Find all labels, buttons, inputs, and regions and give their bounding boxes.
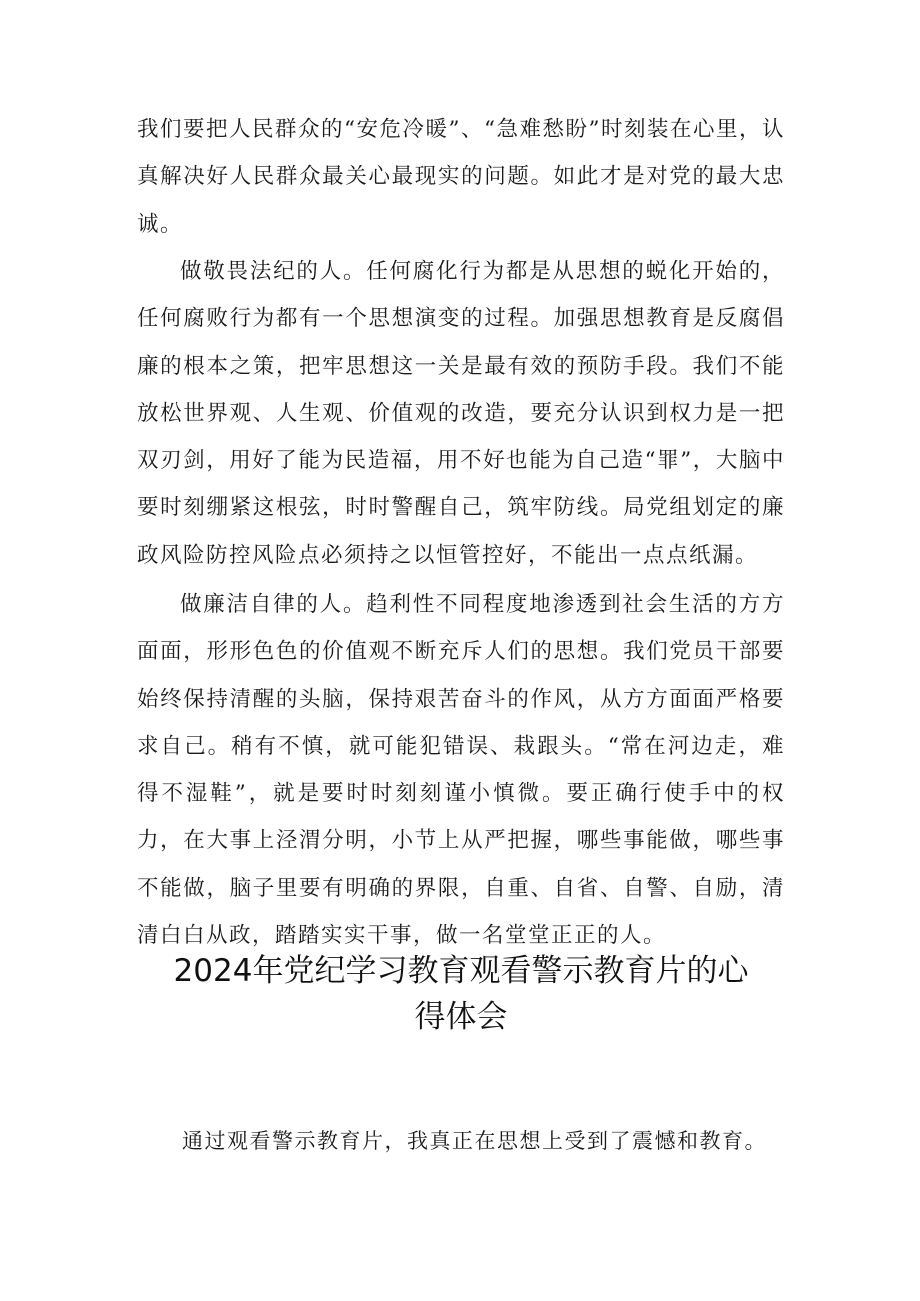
section-title [137,948,785,1040]
section-title-line1: 2024年党纪学习教育观看警示教育片的心 [173,953,749,989]
paragraph-respect-law: 做敬畏法纪的人。任何腐化行为都是从思想的蜕化开始的，任何腐败行为都有一个思想演变的过程。加强思想教育是反腐倡廉的根本之策，把牢思想这一关是最有效的预防手段。我们不能放松世界观、人生观、价值观的改造，要充分认识到权力是一把双刃剑，用好了能为民造福，用不好也能为自己造“罪”，大脑中要时刻绷紧这根弦，时时警醒自己，筑牢防线。局党组划定的廉政风险防控风险点必须持之以恒管控好，不能出一点点纸漏。 [137,259,785,568]
paragraph-intro: 通过观看警示教育片，我真正在思想上受到了震憾和教育。 [182,1129,767,1153]
paragraph-self-discipline: 做廉洁自律的人。趋利性不同程度地渗透到社会生活的方方面面，形形色色的价值观不断充斥人们的思想。我们党员干部要始终保持清醒的头脑，保持艰苦奋斗的作风，从方方面面严格要求自己。稍有不慎，就可能犯错误、栽跟头。“常在河边走，难得不湿鞋”，就是要时时刻刻谨小慎微。要正确行使手中的权力，在大事上泾渭分明，小节上从严把握，哪些事能做，哪些事不能做，脑子里要有明确的界限，自重、自省、自警、自励，清清白白从政，踏踏实实干事，做一名堂堂正正的人。 [137,592,785,949]
paragraph-continuation: 我们要把人民群众的“安危冷暖”、“急难愁盼”时刻装在心里，认真解决好人民群众最关心最现实的问题。如此才是对党的最大忠诚。 [137,117,785,237]
section-title-line2: 得体会 [414,999,508,1035]
